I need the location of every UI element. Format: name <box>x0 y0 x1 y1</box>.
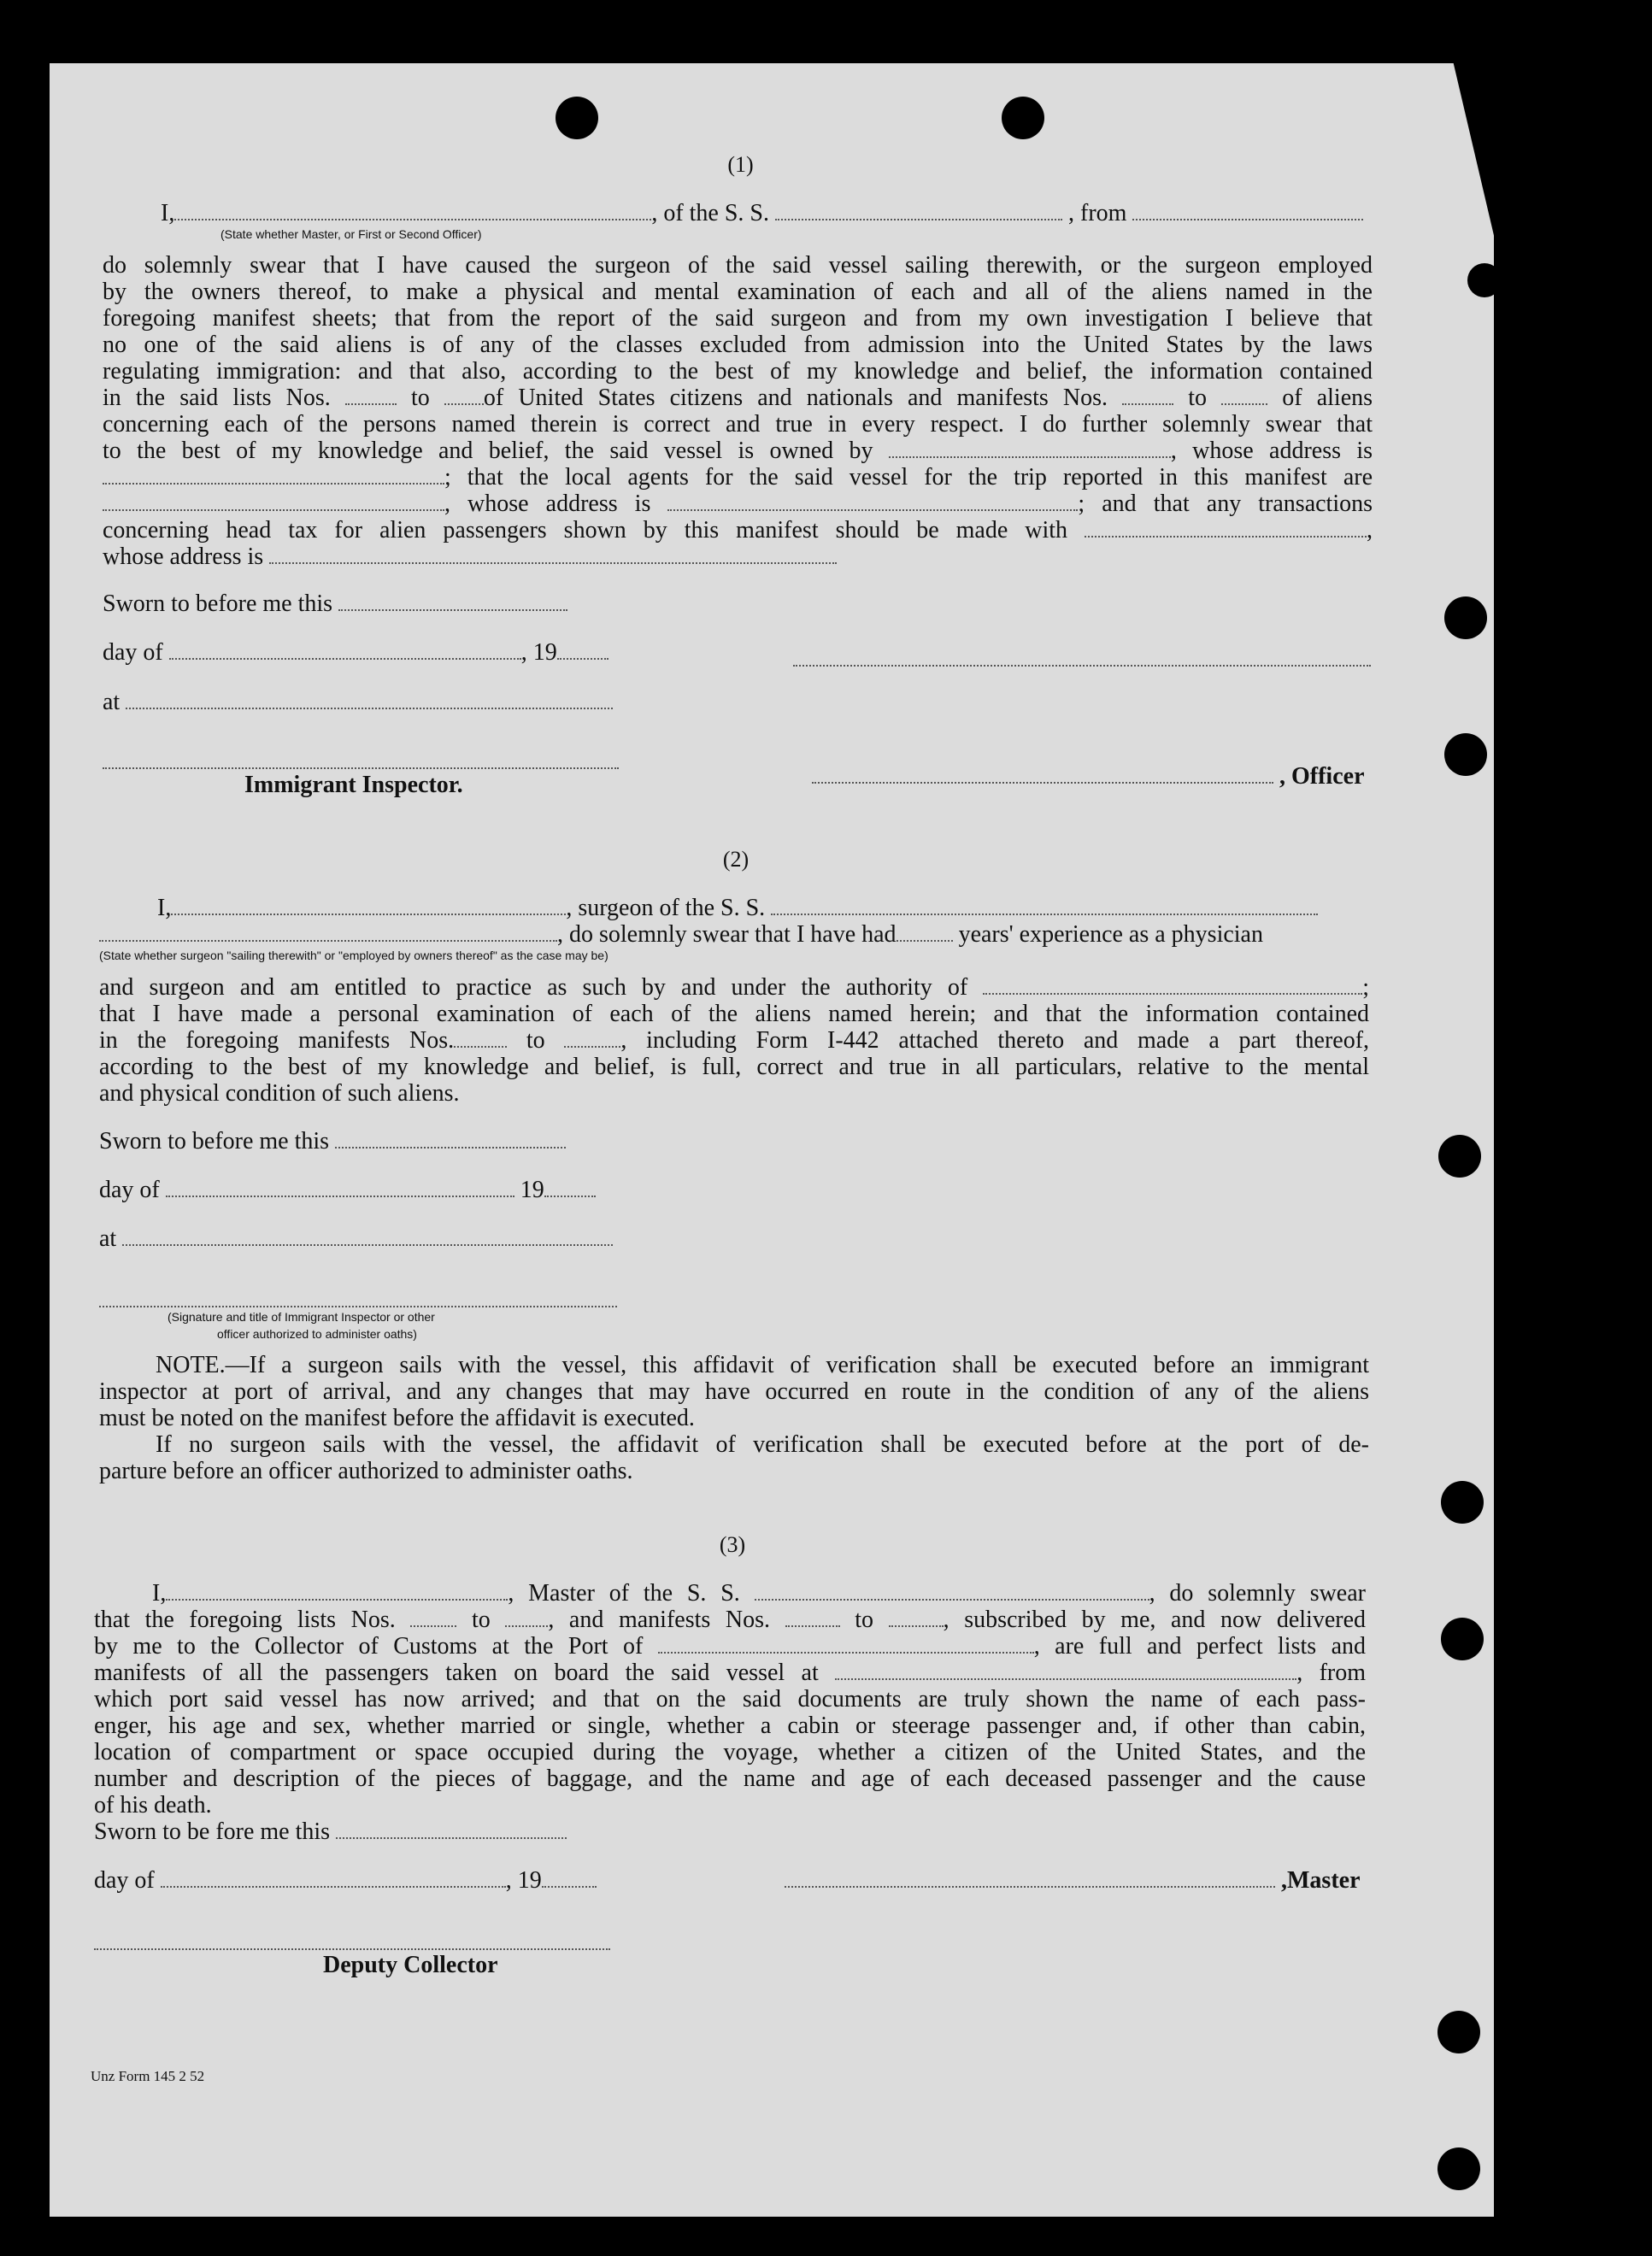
lists-line <box>103 385 1373 411</box>
authority-label: and surgeon and am entitled to practice as such by and under the authority of <box>99 974 968 1001</box>
inspector-signature-line[interactable] <box>99 1304 617 1307</box>
body-line: by the owners thereof, to make a physical and mental examination of each and all of the aliens named in the <box>103 279 1373 305</box>
officer-rank-note: (State whether Master, or First or Second Officer) <box>220 227 482 241</box>
manifests-from-field[interactable] <box>785 1610 840 1627</box>
year-field[interactable] <box>557 643 608 660</box>
to-label: to <box>526 1027 545 1054</box>
year-label: , 19 <box>505 1867 542 1894</box>
manifests-label: of United States citizens and nationals and manifests Nos. <box>483 385 1108 411</box>
sworn-line <box>94 1818 1366 1845</box>
surgeon-name-field[interactable] <box>171 898 566 915</box>
lists-label: that the foregoing lists Nos. <box>94 1607 396 1633</box>
vessel-name-field[interactable] <box>775 203 1062 220</box>
day-of-label: day of <box>103 639 163 666</box>
deputy-collector-label: Deputy Collector <box>323 1952 498 1978</box>
at-line <box>99 1225 613 1252</box>
day-line <box>94 1867 597 1894</box>
at-label: at <box>99 1225 117 1252</box>
lists-to-field[interactable] <box>444 388 484 405</box>
manifests-label: in the foregoing manifests Nos. <box>99 1027 455 1054</box>
years-field[interactable] <box>897 925 953 942</box>
year-label: 19 <box>520 1177 544 1203</box>
officer-line <box>812 763 1365 790</box>
day-field[interactable] <box>169 643 521 660</box>
surgeon-type-note: (State whether surgeon "sailing therewith" or "employed by owners thereof" as the case may be) <box>99 949 608 962</box>
officer-title-field[interactable] <box>812 767 1273 784</box>
aliens-label: of aliens <box>1282 385 1373 411</box>
sworn-field[interactable] <box>335 1131 566 1149</box>
body-line: concerning each of the persons named therein is correct and true in every respect. I do further solemnly swear that <box>103 411 1373 438</box>
body-line: foregoing manifest sheets; that from the report of the said surgeon and from my own investigation I believe that <box>103 305 1373 332</box>
master-name-field[interactable] <box>166 1583 508 1601</box>
day-of-label: day of <box>94 1867 155 1894</box>
manifests-line <box>99 1027 1369 1054</box>
surgeon-vessel-field[interactable] <box>771 898 1318 915</box>
punch-hole-side <box>1437 2011 1480 2053</box>
officer-signature-line[interactable] <box>793 663 1371 667</box>
section-1-number: (1) <box>727 152 754 177</box>
master-signature-field[interactable] <box>785 1871 1275 1888</box>
comma: , <box>1367 517 1373 543</box>
note-paragraph <box>99 1352 1369 1484</box>
owner-field[interactable] <box>889 441 1171 458</box>
lists-from-field[interactable] <box>345 388 397 405</box>
to-label: to <box>411 385 430 411</box>
manifests-to-field[interactable] <box>1221 388 1267 405</box>
day-field[interactable] <box>161 1871 506 1888</box>
section-3-line-2 <box>94 1607 1366 1633</box>
punch-hole-side <box>1444 733 1487 776</box>
body-line: which port said vessel has now arrived; and that on the said documents are truly shown the name of each pass- <box>94 1686 1366 1713</box>
body-line: number and description of the pieces of baggage, and the name and age of each deceased passenger and the cause <box>94 1765 1366 1792</box>
year-label: , 19 <box>520 639 557 666</box>
deputy-signature-line[interactable] <box>94 1947 610 1950</box>
swear-label: , do solemnly swear that I have had <box>557 921 897 948</box>
prefix-i: I, <box>157 895 172 921</box>
body-line: no one of the said aliens is of any of the classes excluded from admission into the United States by the laws <box>103 332 1373 358</box>
lists-from-field[interactable] <box>410 1610 456 1627</box>
authority-field[interactable] <box>983 978 1362 995</box>
at-label: at <box>103 689 121 715</box>
owned-line <box>103 438 1373 464</box>
officer-name-field[interactable] <box>174 203 651 220</box>
sworn-field[interactable] <box>338 594 567 611</box>
punch-hole-side <box>1437 2147 1480 2190</box>
to-label: to <box>1188 385 1208 411</box>
to-label: to <box>855 1607 873 1633</box>
section-2-body <box>99 974 1369 1107</box>
swear-label: , do solemnly swear <box>1149 1580 1366 1607</box>
at-field[interactable] <box>122 1229 613 1246</box>
sworn-label: Sworn to be fore me this <box>94 1818 331 1845</box>
signature-note: officer authorized to administer oaths) <box>217 1327 417 1341</box>
owned-label: to the best of my knowledge and belief, the said vessel is owned by <box>103 438 873 464</box>
delivered-label: , subscribed by me, and now delivered <box>943 1607 1367 1633</box>
whose-address-label: , whose address is <box>444 491 651 517</box>
at-line <box>103 689 613 715</box>
form-number: Unz Form 145 2 52 <box>91 2068 205 2084</box>
headtax-address-field[interactable] <box>269 547 837 564</box>
from-label: , from <box>1296 1660 1367 1686</box>
agents-address-line <box>103 491 1373 517</box>
to-label: to <box>471 1607 491 1633</box>
of-ss-label: , of the S. S. <box>651 200 770 226</box>
lists-label: in the said lists Nos. <box>103 385 331 411</box>
punch-hole-top-right <box>1002 97 1044 139</box>
whose-address-label: , whose address is <box>1170 438 1373 464</box>
manifests-from-field[interactable] <box>1122 388 1173 405</box>
prefix-i: I, <box>152 1580 167 1607</box>
day-field[interactable] <box>166 1180 514 1197</box>
section-1-body <box>103 252 1373 570</box>
agents-line <box>103 464 1373 491</box>
section-3-line-1 <box>94 1580 1366 1607</box>
body-line: that I have made a personal examination of each of the aliens named herein; and that the information contained <box>99 1001 1369 1027</box>
sworn-label: Sworn to before me this <box>103 590 333 617</box>
sworn-line <box>103 590 567 617</box>
lists-label: , are full and perfect lists and <box>1033 1633 1367 1660</box>
body-line: regulating immigration: and that also, according to the best of my knowledge and belief, the information contained <box>103 358 1373 385</box>
master-vessel-field[interactable] <box>755 1583 1149 1601</box>
note-line: must be noted on the manifest before the affidavit is executed. <box>99 1405 695 1431</box>
note-line: parture before an officer authorized to administer oaths. <box>99 1458 633 1484</box>
boarding-label: manifests of all the passengers taken on board the said vessel at <box>94 1660 819 1686</box>
note-line: If no surgeon sails with the vessel, the affidavit of verification shall be executed before at the port of de- <box>156 1431 1369 1458</box>
body-line: location of compartment or space occupied during the voyage, whether a citizen of the United States, and the <box>94 1739 1366 1765</box>
section-3-body <box>94 1580 1366 1845</box>
body-line: of his death. <box>94 1792 212 1818</box>
manifest-from-field[interactable] <box>454 1031 507 1048</box>
prefix-i: I, <box>161 200 175 226</box>
experience-label: years' experience as a physician <box>958 921 1263 948</box>
master-signature-line <box>785 1867 1361 1894</box>
year-field[interactable] <box>542 1871 597 1888</box>
manifests-label: , and manifests Nos. <box>548 1607 770 1633</box>
punch-hole-side <box>1467 263 1502 297</box>
section-3-line-4 <box>94 1660 1366 1686</box>
officer-label: , Officer <box>1279 763 1365 790</box>
authority-line <box>99 974 1369 1001</box>
master-label: , Master of the S. S. <box>508 1580 740 1607</box>
agents-label: ; that the local agents for the said vessel for the trip reported in this manifest are <box>444 464 1373 491</box>
surgeon-label: , surgeon of the S. S. <box>566 895 766 921</box>
punch-hole-side <box>1444 596 1487 639</box>
note-line: NOTE.—If a surgeon sails with the vessel, this affidavit of verification shall be executed before an immigrant <box>156 1352 1369 1378</box>
surgeon-type-field[interactable] <box>99 925 557 942</box>
section-3-line-3 <box>94 1633 1366 1660</box>
inspector-label: Immigrant Inspector. <box>244 772 463 798</box>
agents-field[interactable] <box>103 494 444 511</box>
punch-hole-side <box>1441 1618 1484 1660</box>
body-line: do solemnly swear that I have caused the surgeon of the said vessel sailing therewith, or the surgeon employed <box>103 252 1373 279</box>
master-label: ,Master <box>1281 1867 1361 1894</box>
section-2-line-1 <box>157 895 1318 921</box>
whose-address-line <box>103 543 1373 570</box>
sworn-label: Sworn to before me this <box>99 1128 330 1154</box>
owner-address-field[interactable] <box>103 467 444 485</box>
day-line <box>99 1177 596 1203</box>
body-line: enger, his age and sex, whether married or single, whether a cabin or steerage passenger and, if other than cabin, <box>94 1713 1366 1739</box>
headtax-label: concerning head tax for alien passengers shown by this manifest should be made with <box>103 517 1068 543</box>
port-field[interactable] <box>658 1636 1034 1654</box>
punch-hole-side <box>1441 1481 1484 1524</box>
note-line: inspector at port of arrival, and any changes that may have occurred en route in the condition of any of the aliens <box>99 1378 1369 1405</box>
agents-address-field[interactable] <box>667 494 1078 511</box>
inspector-signature-line[interactable] <box>103 766 619 769</box>
headtax-contact-field[interactable] <box>1085 520 1367 538</box>
body-line: according to the best of my knowledge and belief, is full, correct and true in all particulars, relative to the mental <box>99 1054 1369 1080</box>
day-of-label: day of <box>99 1177 160 1203</box>
section-2-line-2 <box>99 921 1263 948</box>
transactions-label: ; and that any transactions <box>1078 491 1373 517</box>
section-3-number: (3) <box>719 1532 746 1557</box>
year-field[interactable] <box>544 1180 596 1197</box>
at-field[interactable] <box>126 692 613 709</box>
whose-address-label: whose address is <box>103 543 264 570</box>
headtax-line <box>103 517 1373 543</box>
sworn-field[interactable] <box>336 1822 567 1839</box>
body-line: and physical condition of such aliens. <box>99 1080 460 1107</box>
port-label: by me to the Collector of Customs at the Port of <box>94 1633 644 1660</box>
from-port-field[interactable] <box>1132 203 1363 220</box>
day-line <box>103 639 608 666</box>
manifests-to-field[interactable] <box>889 1610 944 1627</box>
manifest-to-field[interactable] <box>564 1031 620 1048</box>
lists-to-field[interactable] <box>505 1610 548 1627</box>
semicolon: ; <box>1362 974 1370 1001</box>
punch-hole-top-left <box>556 97 598 139</box>
signature-note: (Signature and title of Immigrant Inspector or other <box>168 1310 435 1324</box>
boarding-port-field[interactable] <box>835 1663 1296 1680</box>
section-1-line-1 <box>161 200 1363 226</box>
from-label: , from <box>1068 200 1127 226</box>
form-label: , including Form I-442 attached thereto and made a part thereof, <box>620 1027 1370 1054</box>
punch-hole-side <box>1438 1135 1481 1178</box>
sworn-line <box>99 1128 566 1154</box>
section-2-number: (2) <box>722 847 750 872</box>
